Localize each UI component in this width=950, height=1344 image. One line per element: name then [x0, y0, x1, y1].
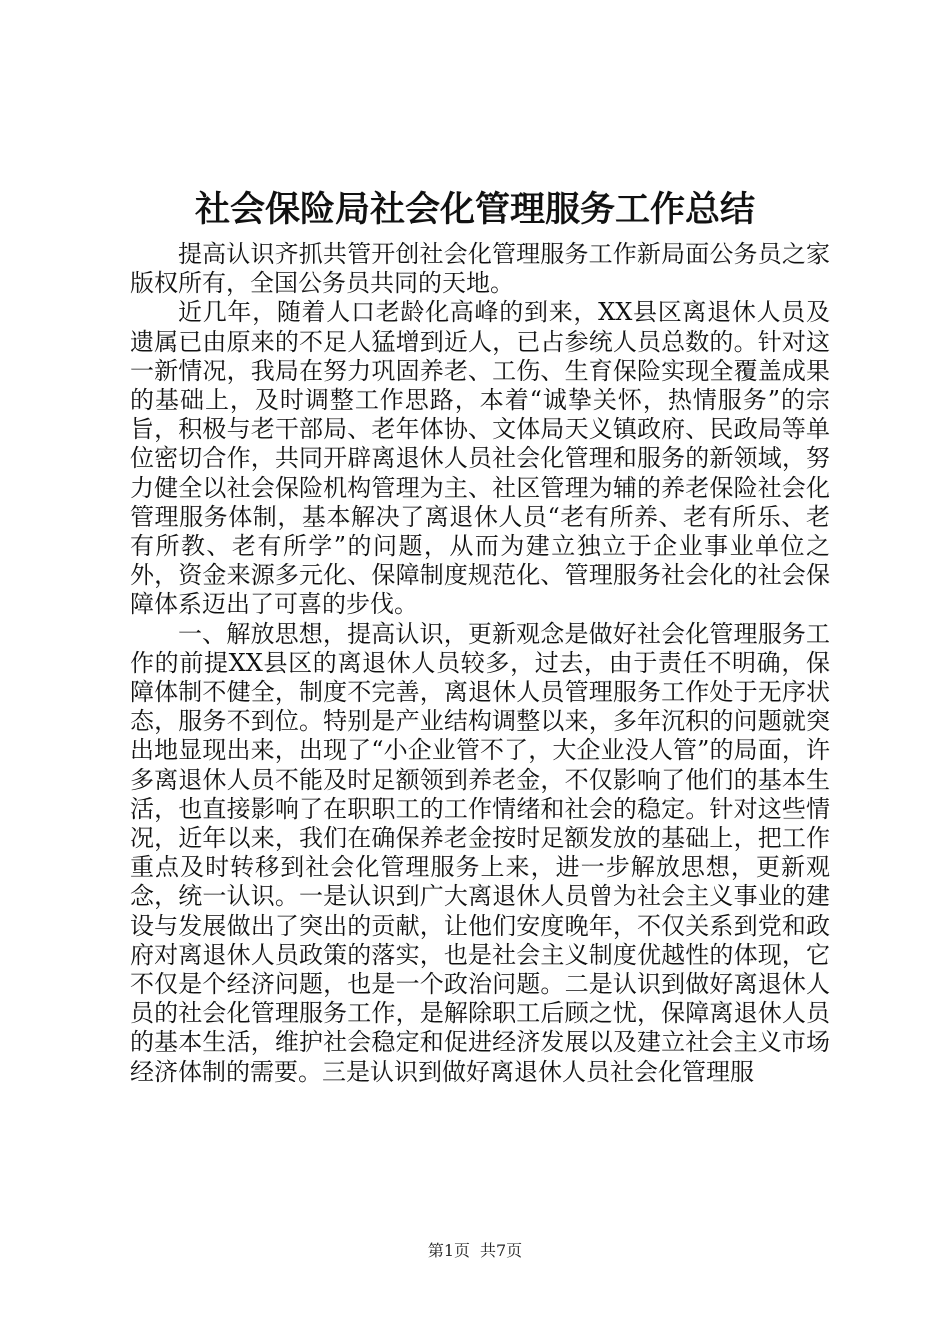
paragraph-section-one: 一、解放思想，提高认识，更新观念是做好社会化管理服务工作的前提XX县区的离退休人员较多，过去，由于责任不明确，保障体制不健全，制度不完善，离退休人员管理服务工作处于无序状态，服务不到位。特别是产业结构调整以来，多年沉积的问题就突出地显现出来，出现了“小企业管不了，大企业没人管”的局面，许多离退休人员不能及时足额领到养老金，不仅影响了他们的基本生活，也直接影响了在职职工的工作情绪和社会的稳定。针对这些情况，近年以来，我们在确保养老金按时足额发放的基础上，把工作重点及时转移到社会化管理服务上来，进一步解放思想，更新观念，统一认识。一是认识到广大离退休人员曾为社会主义事业的建设与发展做出了突出的贡献，让他们安度晚年，不仅关系到党和政府对离退休人员政策的落实，也是社会主义制度优越性的体现，它不仅是个经济问题，也是一个政治问题。二是认识到做好离退休人员的社会化管理服务工作，是解除职工后顾之忧，保障离退休人员的基本生活，维护社会稳定和促进经济发展以及建立社会主义市场经济体制的需要。三是认识到做好离退休人员社会化管理服: [130, 619, 830, 1086]
document-title: 社会保险局社会化管理服务工作总结: [194, 189, 755, 230]
paragraph-background: 近几年，随着人口老龄化高峰的到来，XX县区离退休人员及遗属已由原来的不足人猛增到近人，已占参统人员总数的。针对这一新情况，我局在努力巩固养老、工伤、生育保险实现全覆盖成果的基础上，及时调整工作思路，本着“诚挚关怀，热情服务”的宗旨，积极与老干部局、老年体协、文体局天义镇政府、民政局等单位密切合作，共同开辟离退休人员社会化管理和服务的新领域，努力健全以社会保险机构管理为主、社区管理为辅的养老保险社会化管理服务体制，基本解决了离退休人员“老有所养、老有所乐、老有所教、老有所学”的问题，从而为建立独立于企业事业单位之外，资金来源多元化、保障制度规范化、管理服务社会化的社会保障体系迈出了可喜的步伐。: [130, 298, 830, 619]
page-number: 第1页: [427, 1241, 470, 1260]
document-body: [130, 240, 830, 1087]
paragraph-intro: 提高认识齐抓共管开创社会化管理服务工作新局面公务员之家版权所有，全国公务员共同的天地。: [130, 240, 830, 298]
page-footer: [0, 1240, 950, 1262]
page-total: 共7页: [480, 1241, 523, 1260]
